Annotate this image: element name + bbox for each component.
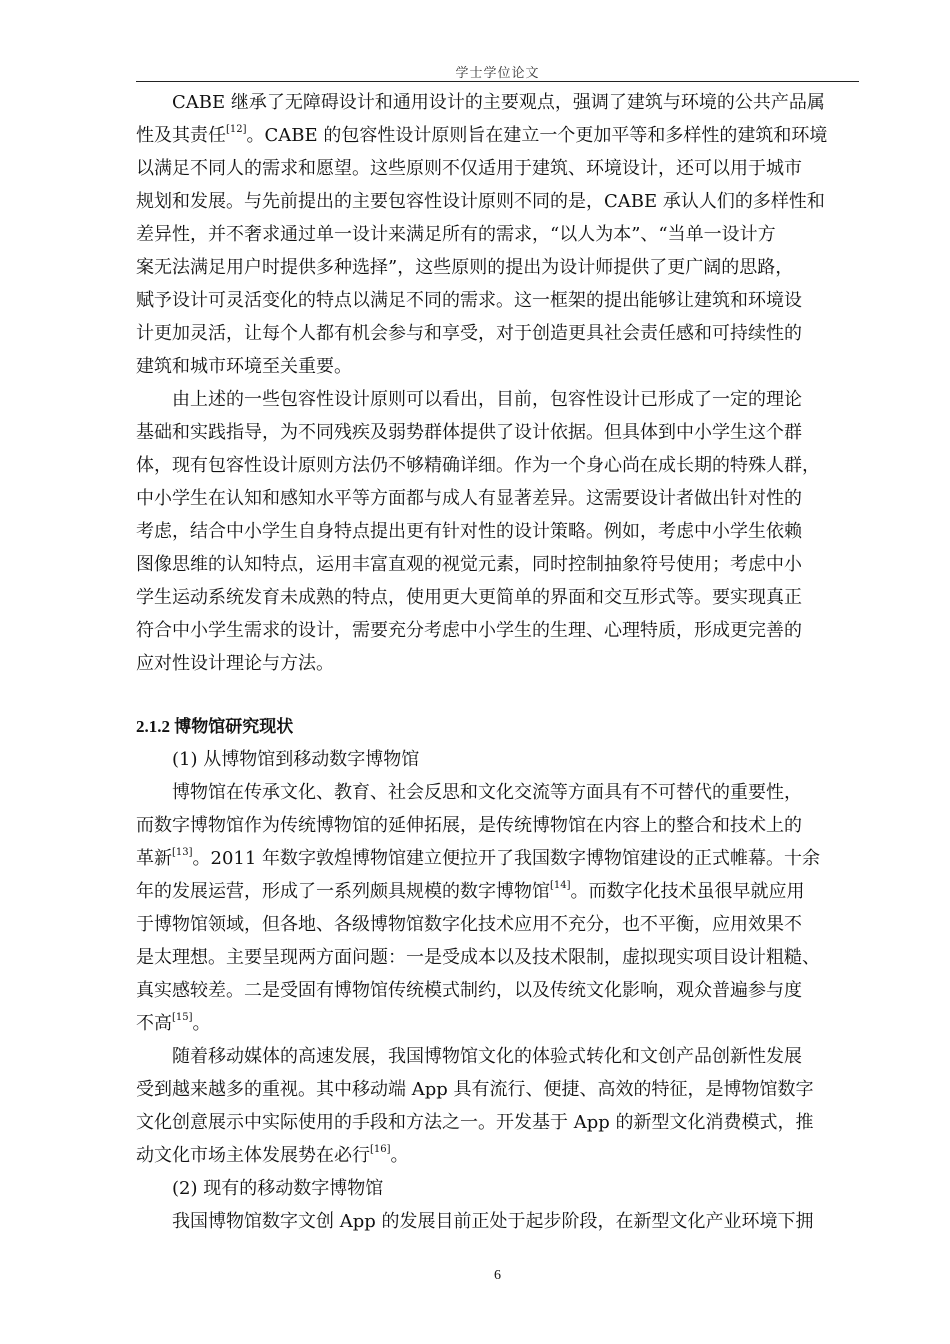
- text-span: 动文化市场主体发展势在必行: [136, 1145, 370, 1166]
- text-line: 随着移动媒体的高速发展，我国博物馆文化的体验式转化和文创产品创新性发展: [172, 1046, 802, 1067]
- text-line: 于博物馆领域，但各地、各级博物馆数字化技术应用不充分，也不平衡，应用效果不: [136, 914, 802, 935]
- paragraph-digital-museum: [136, 776, 859, 1040]
- text-span: 性及其责任: [136, 125, 226, 146]
- text-line: 体，现有包容性设计原则方法仍不够精确详细。作为一个身心尚在成长期的特殊人群，: [136, 455, 820, 476]
- text-line: 赋予设计可灵活变化的特点以满足不同的需求。这一框架的提出能够让建筑和环境设: [136, 290, 802, 311]
- text-span: 年的发展运营，形成了一系列颇具规模的数字博物馆: [136, 881, 550, 902]
- text-line: 考虑，结合中小学生自身特点提出更有针对性的设计策略。例如，考虑中小学生依赖: [136, 521, 802, 542]
- text-line: 基础和实践指导，为不同残疾及弱势群体提供了设计依据。但具体到中小学生这个群: [136, 422, 802, 443]
- running-header: 学士学位论文: [455, 66, 540, 81]
- text-line: [136, 842, 859, 875]
- paragraph-mobile-media: [136, 1040, 859, 1172]
- section-heading: 2.1.2 博物馆研究现状: [136, 717, 294, 736]
- text-line: [136, 875, 859, 908]
- text-line: 博物馆在传承文化、教育、社会反思和文化交流等方面具有不可替代的重要性，: [172, 782, 802, 803]
- paragraph-app-development: [136, 1205, 859, 1238]
- text-span: CABE 的包容性设计原则旨在建立一个更加平等和多样性的建筑和环境: [264, 125, 828, 146]
- subsection-label: (2) 现有的移动数字博物馆: [172, 1178, 384, 1199]
- citation-ref: [14]: [550, 880, 571, 891]
- text-line: 真实感较差。二是受固有博物馆传统模式制约，以及传统文化影响，观众普遍参与度: [136, 980, 802, 1001]
- text-line: 学生运动系统发育未成熟的特点，使用更大更简单的界面和交互形式等。要实现真正: [136, 587, 802, 608]
- text-line: 是太理想。主要呈现两方面问题：一是受成本以及技术限制，虚拟现实项目设计粗糙、: [136, 947, 820, 968]
- text-line: 建筑和城市环境至关重要。: [136, 356, 352, 377]
- text-line: 我国博物馆数字文创 App 的发展目前正处于起步阶段，在新型文化产业环境下拥: [172, 1211, 814, 1232]
- text-line: 案无法满足用户时提供多种选择”，这些原则的提出为设计师提供了更广阔的思路，: [136, 257, 794, 278]
- text-span: 革新: [136, 848, 172, 869]
- text-line: [136, 119, 859, 152]
- text-line: 差异性，并不奢求通过单一设计来满足所有的需求，“以人为本”、“当单一设计方: [136, 224, 776, 245]
- subsection-label: (1) 从博物馆到移动数字博物馆: [172, 749, 420, 770]
- text-line: 以满足不同人的需求和愿望。这些原则不仅适用于建筑、环境设计，还可以用于城市: [136, 158, 802, 179]
- text-span: 。而数字化技术虽很早就应用: [570, 881, 805, 902]
- header-divider: [136, 81, 859, 82]
- text-span: 不高: [136, 1013, 172, 1034]
- text-span: 。: [192, 1013, 211, 1034]
- citation-ref: [12]: [226, 124, 247, 135]
- spacer: [136, 680, 859, 710]
- text-line: CABE 继承了无障碍设计和通用设计的主要观点，强调了建筑与环境的公共产品属: [172, 92, 825, 113]
- citation-ref: [15]: [172, 1012, 193, 1023]
- text-line: [136, 1007, 859, 1040]
- text-line: 符合中小学生需求的设计，需要充分考虑中小学生的生理、心理特质，形成更完善的: [136, 620, 802, 641]
- text-line: 计更加灵活，让每个人都有机会参与和享受，对于创造更具社会责任感和可持续性的: [136, 323, 802, 344]
- page-number: 6: [494, 1268, 501, 1283]
- body-text: [136, 86, 859, 1238]
- text-line: 图像思维的认知特点，运用丰富直观的视觉元素，同时控制抽象符号使用；考虑中小: [136, 554, 802, 575]
- text-line: 由上述的一些包容性设计原则可以看出，目前，包容性设计已形成了一定的理论: [172, 389, 802, 410]
- citation-ref: [13]: [172, 847, 193, 858]
- text-span: 。: [390, 1145, 409, 1166]
- text-line: 文化创意展示中实际使用的手段和方法之一。开发基于 App 的新型文化消费模式，推: [136, 1112, 814, 1133]
- text-line: 规划和发展。与先前提出的主要包容性设计原则不同的是，CABE 承认人们的多样性和: [136, 191, 825, 212]
- text-line: 中小学生在认知和感知水平等方面都与成人有显著差异。这需要设计者做出针对性的: [136, 488, 802, 509]
- text-line: 应对性设计理论与方法。: [136, 653, 334, 674]
- text-line: 而数字博物馆作为传统博物馆的延伸拓展，是传统博物馆在内容上的整合和技术上的: [136, 815, 802, 836]
- paragraph-inclusive-design: [136, 383, 859, 680]
- text-line: [136, 1139, 859, 1172]
- text-line: 受到越来越多的重视。其中移动端 App 具有流行、便捷、高效的特征，是博物馆数字: [136, 1079, 814, 1100]
- text-span: 。: [246, 125, 265, 146]
- paragraph-cabe: [136, 86, 859, 383]
- citation-ref: [16]: [370, 1144, 391, 1155]
- text-span: 。2011 年数字敦煌博物馆建立便拉开了我国数字博物馆建设的正式帷幕。十余: [192, 848, 821, 869]
